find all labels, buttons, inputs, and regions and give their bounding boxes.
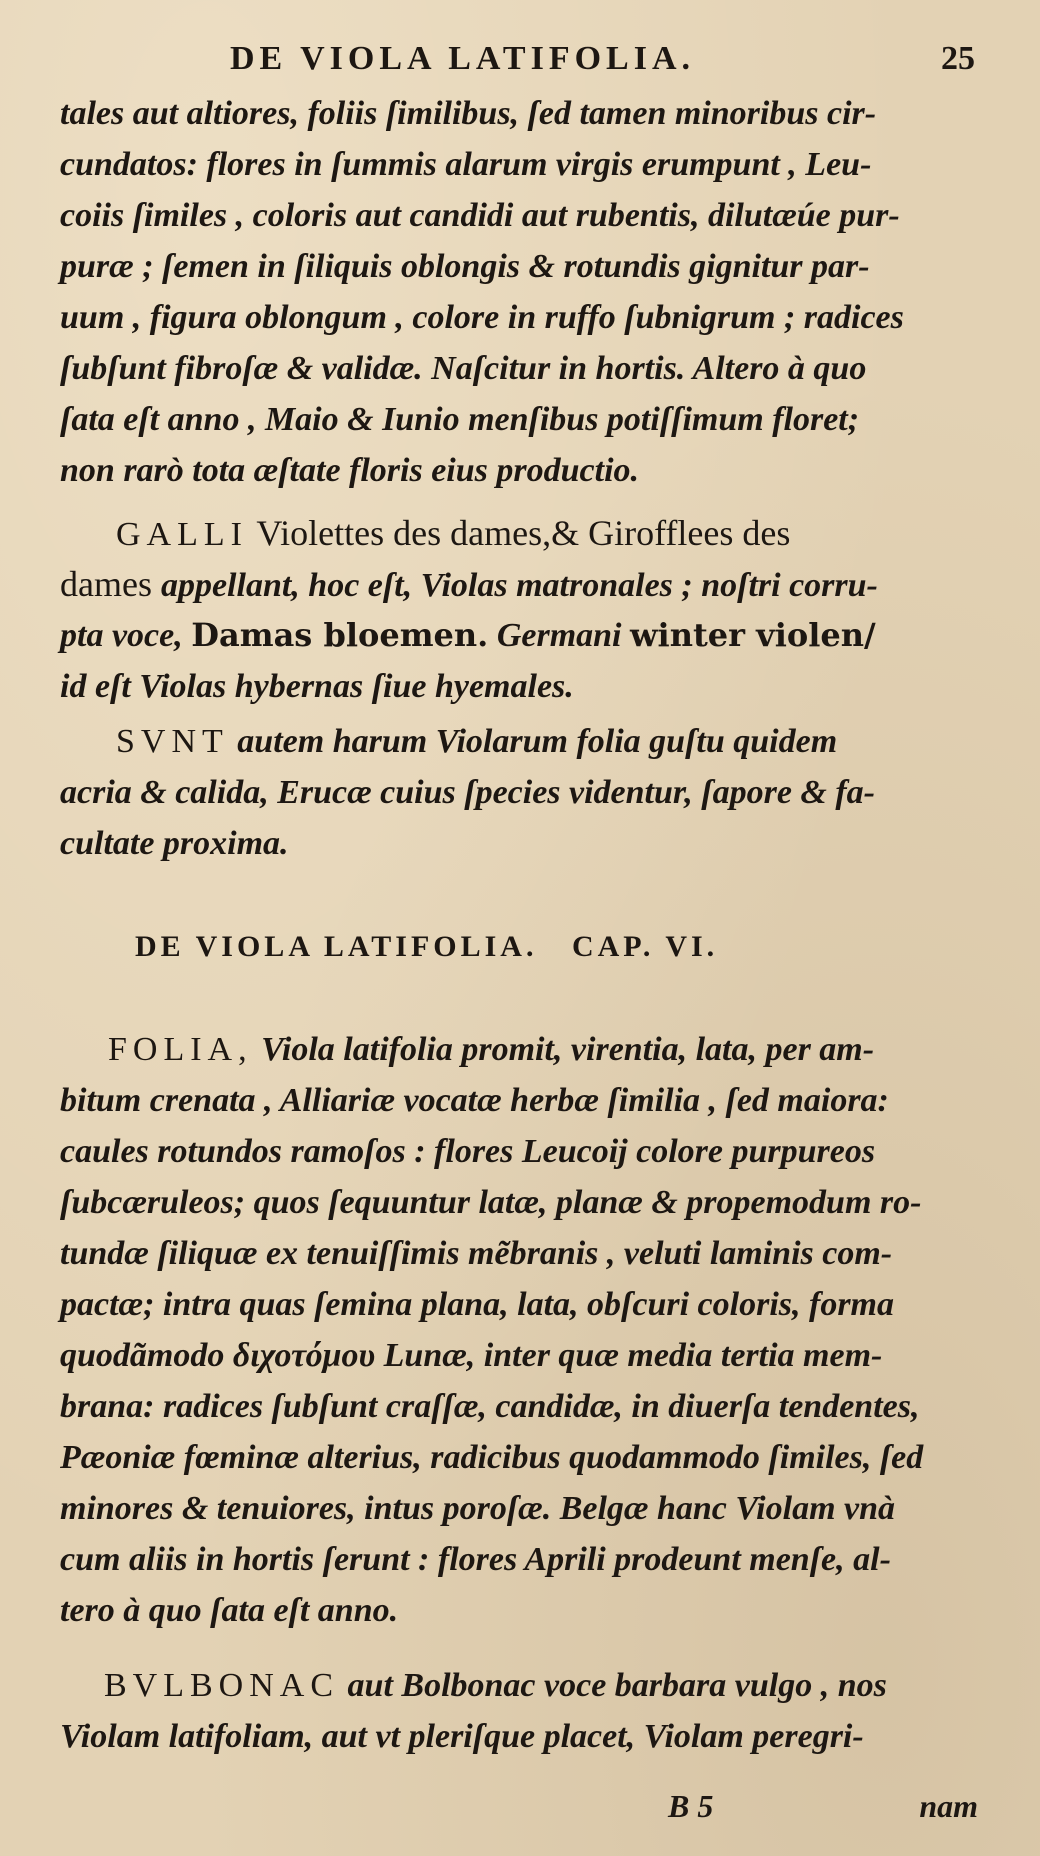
text-line: uum , figura oblongum , colore in ruffo ſubnigrum ; radices <box>60 299 904 336</box>
italic-text: autem harum Violarum folia guſtu quidem <box>228 723 838 760</box>
roman-text: Violettes des dames,& Girofflees des <box>247 513 791 553</box>
small-caps-lead: BVLBONAC <box>104 1667 340 1704</box>
text-line: tundæ ſiliquæ ex tenuiſſimis mẽbranis , veluti laminis com- <box>60 1235 893 1272</box>
text-line <box>60 1660 975 1711</box>
paragraph-sunt <box>60 716 975 869</box>
italic-text: appellant, hoc eſt, Violas matronales ; noſtri corru- <box>160 567 878 604</box>
text-line: ſubſunt fibroſæ & validæ. Naſcitur in hortis. Altero à quo <box>60 350 867 387</box>
text-line: tero à quo ſata eſt anno. <box>60 1592 399 1629</box>
roman-text: dames <box>60 564 161 604</box>
small-caps-lead: SVNT <box>116 723 229 760</box>
text-line <box>60 1024 975 1075</box>
text-line: id eſt Violas hybernas ſiue hyemales. <box>60 668 574 705</box>
text-line: cundatos: flores in ſummis alarum virgis erumpunt , Leu- <box>60 146 872 183</box>
paragraph-folia <box>60 1024 975 1636</box>
text-line <box>60 610 975 661</box>
text-line: pactæ; intra quas ſemina plana, lata, obſcuri coloris, forma <box>60 1286 894 1323</box>
paragraph-continuation <box>60 88 975 496</box>
page-number: 25 <box>941 40 975 77</box>
text-line: ſata eſt anno , Maio & Iunio menſibus potiſſimum floret; <box>60 401 860 438</box>
text-line: cum aliis in hortis ſerunt : flores Aprili prodeunt menſe, al- <box>60 1541 891 1578</box>
text-line: caules rotundos ramoſos : flores Leucoij colore purpureos <box>60 1133 876 1170</box>
paragraph-galli <box>60 508 975 712</box>
text-line: acria & calida, Erucæ cuius ſpecies videntur, ſapore & fa- <box>60 774 876 811</box>
text-line <box>60 508 975 559</box>
italic-text: aut Bolbonac voce barbara vulgo , nos <box>339 1667 887 1704</box>
text-line: tales aut altiores, foliis ſimilibus, ſed tamen minoribus cir- <box>60 95 877 132</box>
text-line: bitum crenata , Alliariæ vocatæ herbæ ſimilia , ſed maiora: <box>60 1082 889 1119</box>
paragraph-bulbonac <box>60 1660 975 1762</box>
text-line: minores & tenuiores, intus poroſæ. Belgæ hanc Violam vnà <box>60 1490 896 1527</box>
running-head <box>70 40 975 90</box>
blackletter-text: winter violen/ <box>630 616 876 654</box>
running-title: DE VIOLA LATIFOLIA. <box>230 40 695 77</box>
italic-text: pta voce, <box>60 617 192 654</box>
text-line: brana: radices ſubſunt craſſæ, candidæ, in diuerſa tendentes, <box>60 1388 920 1425</box>
text-line: Violam latifoliam, aut vt pleriſque placet, Violam peregri- <box>60 1718 864 1755</box>
text-line: coiis ſimiles , coloris aut candidi aut rubentis, dilutæúe pur- <box>60 197 900 234</box>
signature-mark: B 5 <box>668 1788 714 1824</box>
chapter-heading: DE VIOLA LATIFOLIA. CAP. VI. <box>135 930 719 963</box>
text-line: cultate proxima. <box>60 825 289 862</box>
blackletter-text: Damas bloemen. <box>191 616 489 654</box>
text-line: quodãmodo διχοτόμου Lunæ, inter quæ media tertia mem- <box>60 1337 883 1374</box>
text-line <box>60 559 975 610</box>
italic-text: Germani <box>488 617 630 654</box>
italic-text: Viola latifolia promit, virentia, lata, per am- <box>252 1031 875 1068</box>
text-line: Pæoniæ fœminæ alterius, radicibus quodammodo ſimiles, ſed <box>60 1439 924 1476</box>
text-line <box>60 716 975 767</box>
text-line: non rarò tota æſtate floris eius productio. <box>60 452 640 489</box>
small-caps-lead: FOLIA, <box>108 1031 253 1068</box>
small-caps-lead: GALLI <box>116 516 248 553</box>
text-line: puræ ; ſemen in ſiliquis oblongis & rotundis gignitur par- <box>60 248 870 285</box>
text-line: ſubcæruleos; quos ſequuntur latæ, planæ & propemodum ro- <box>60 1184 922 1221</box>
catchword: nam <box>919 1788 978 1824</box>
